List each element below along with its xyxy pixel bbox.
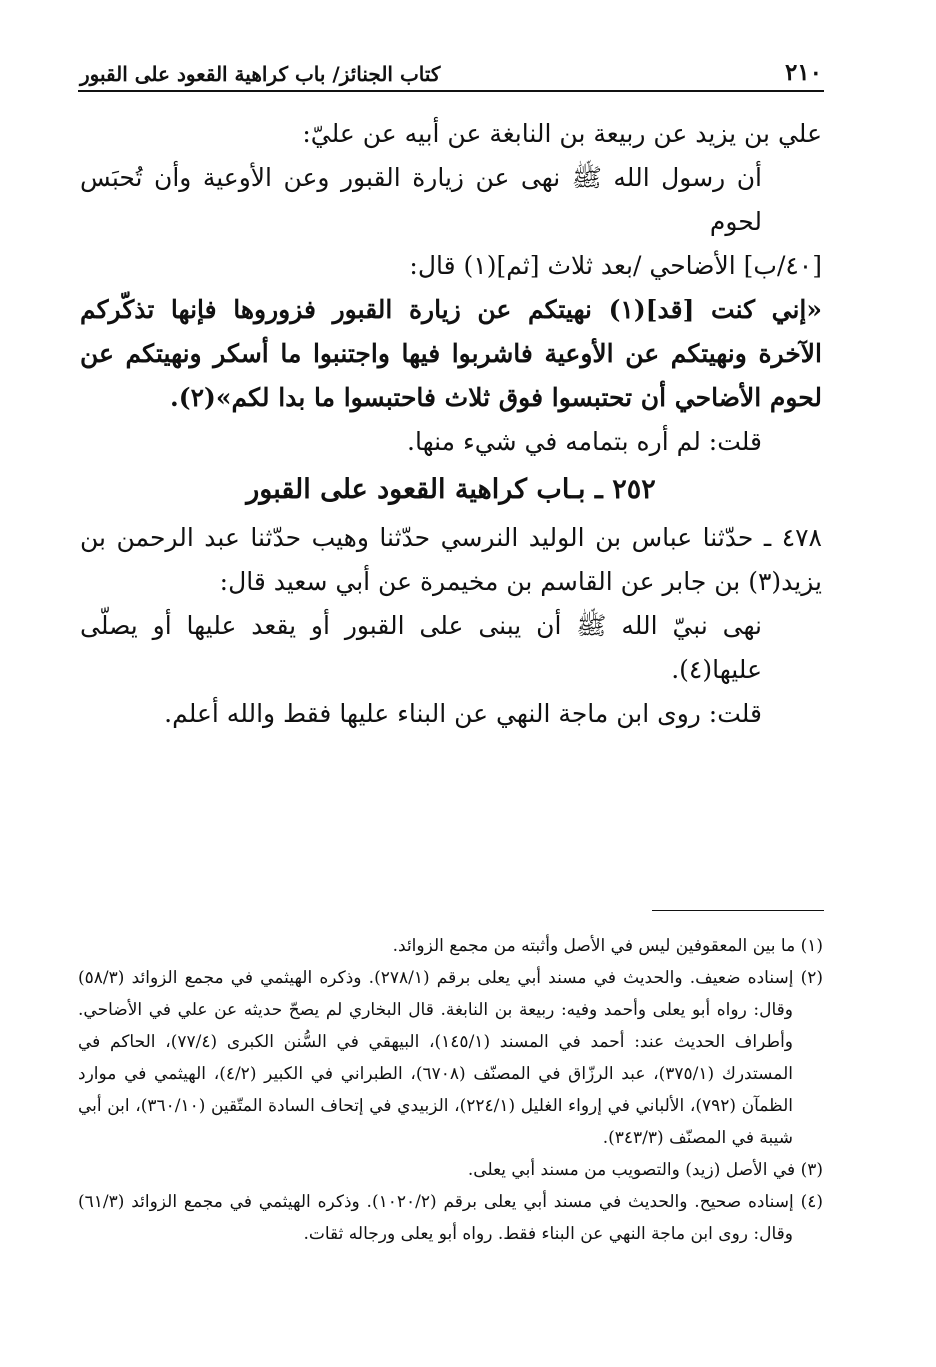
footnote-2: (٢) إسناده ضعيف. والحديث في مسند أبي يعلى برقم (٢٧٨/١). وذكره الهيثمي في مجمع الزوائد (٥٨/٣) وقال: رواه أبو يعلى وأحمد وفيه: ربيعة بن النابغة. قال البخاري لم يصحّ حديثه عن علي في الأضاحي. وأطراف الحديث عند: أحمد في المسند (١٤٥/١)، البيهقي في السُّنن الكبرى (٧٧/٤)، الحاكم في المستدرك (٣٧٥/١)، عبد الرزّاق في المصنّف (٦٧٠٨)، الطبراني في الكبير (٤/٢)، الهيثمي في موارد الظمآن (٧٩٢)، الألباني في إرواء الغليل (٢٢٤/١)، الزبيدي في إتحاف السادة المتّقين (٣٦٠/١٠)، ابن أبي شيبة في المصنّف (٣٤٣/٣). [78,968,823,1148]
footnotes [78,930,823,1250]
page-number: ٢١٠ [784,59,822,86]
running-title: كتاب الجنائز/ باب كراهية القعود على القبور [80,62,441,86]
paragraph-hadith-text: «إني كنت [قد](١) نهيتكم عن زيارة القبور فزوروها فإنها تذكّركم الآخرة ونهيتكم عن الأوعية فاشربوا فيها واجتنبوا ما أسكر ونهيتكم عن لحوم الأضاحي أن تحتبسوا فوق ثلاث فاحتبسوا ما بدا لكم»(٢). [80,295,822,412]
footnote-3: (٣) في الأصل (زيد) والتصويب من مسند أبي يعلى. [467,1160,823,1180]
section-heading: ٢٥٢ ـ بـاب كراهية القعود على القبور [246,474,656,505]
paragraph-note: قلت: لم أره بتمامه في شيء منها. [407,427,762,456]
footnote-separator [652,910,824,911]
header-rule [78,90,824,92]
paragraph-hadith-478: ٤٧٨ ـ حدّثنا عباس بن الوليد النرسي حدّثنا وهيب حدّثنا عبد الرحمن بن يزيد(٣) بن جابر عن القاسم بن مخيمرة عن أبي سعيد قال: [80,523,822,596]
paragraph-note-2: قلت: روى ابن ماجة النهي عن البناء عليها فقط والله أعلم. [164,699,762,728]
main-text [80,112,822,736]
page-header [80,52,822,86]
paragraph-chain: علي بن يزيد عن ربيعة بن النابغة عن أبيه عن عليّ: [302,119,822,148]
footnote-1: (١) ما بين المعقوفين ليس في الأصل وأثبته من مجمع الزوائد. [392,936,823,956]
footnote-4: (٤) إسناده صحيح. والحديث في مسند أبي يعلى برقم (١٠٢٠/٢). وذكره الهيثمي في مجمع الزوائد (٦١/٣) وقال: روى ابن ماجة النهي عن البناء فقط. رواه أبو يعلى ورجاله ثقات. [78,1192,824,1244]
paragraph-hadith-478-text: نهى نبيّ الله ﷺ أن يبنى على القبور أو يقعد عليها أو يصلّى عليها(٤). [80,611,762,684]
paragraph-hadith-intro: أن رسول الله ﷺ نهى عن زيارة القبور وعن الأوعية وأن تُحبَس لحوم [80,163,762,236]
paragraph-folio-line: [٤٠/ب] الأضاحي /بعد ثلاث [ثم](١) قال: [409,251,822,280]
